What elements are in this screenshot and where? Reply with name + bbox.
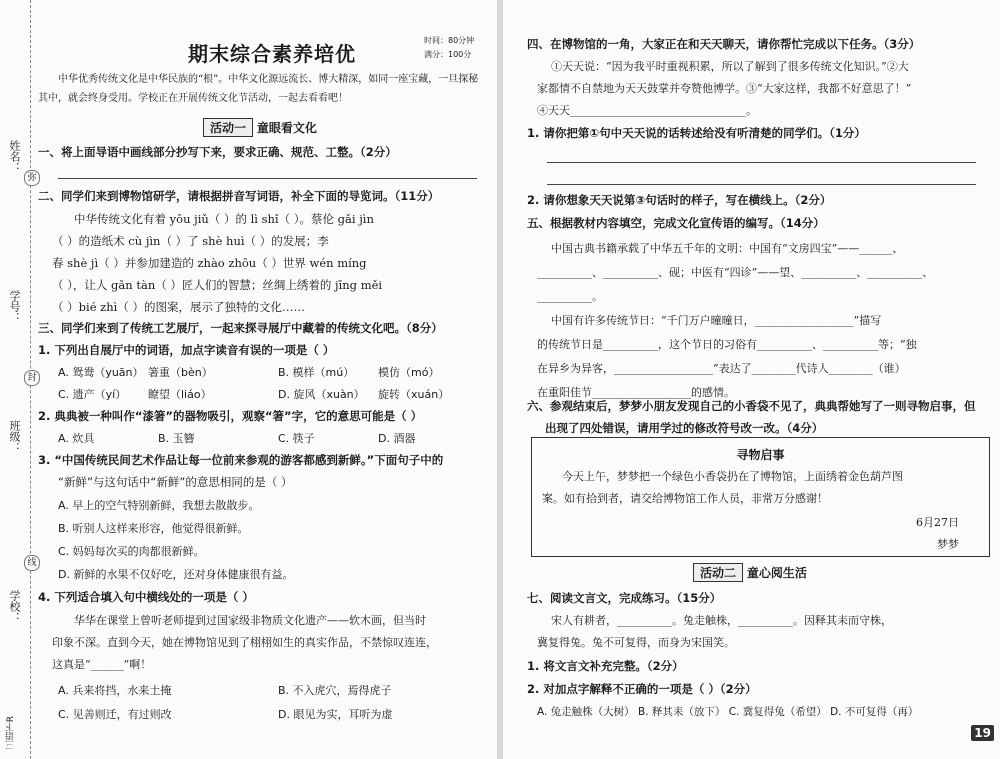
question-5: 五、根据教材内容填空，完成文化宣传语的编写。（14分） [527,216,825,230]
lost-notice-box [531,437,990,557]
q7-text: 宋人有耕者，__________。兔走触株，__________。因释其耒而守株， [551,614,892,627]
option-a[interactable]: A. 早上的空气特别新鲜，我想去散散步。 [58,499,260,512]
q3-1: 1. 下列出自展厅中的词语，加点字读音有误的一项是（ ） [38,343,335,357]
q3-4-passage: 印象不深。直到今天，她在博物馆见到了栩栩如生的真实作品，不禁惊叹连连， [52,636,437,649]
full-score: 满分：100分 [424,50,472,59]
option-c[interactable]: C. 妈妈每次买的肉都很新鲜。 [58,545,205,558]
q5-text: __________。 [537,290,603,303]
question-2: 二、同学们来到博物馆研学，请根据拼音写词语，补全下面的导览词。（11分） [38,189,440,203]
answer-line[interactable] [547,162,976,163]
activity-title: 童眼看文化 [256,121,317,135]
q5-text: 中国古典书籍承载了中华五千年的文明：中国有“文房四宝”——______、 [551,242,904,255]
q7-1: 1. 将文言文补充完整。（2分） [527,659,684,673]
exam-meta [424,34,474,62]
q4-text: ④天天________________________________。 [537,104,757,117]
seal-mark: 弥 [24,170,40,186]
option-d[interactable]: D. 新鲜的水果不仅好吃，还对身体健康很有益。 [58,568,294,581]
q2-text-line: （ ），让人 gǎn tàn（ ）匠人们的智慧；丝绸上绣着的 jīng měi [52,278,383,292]
question-6-cont: 出现了四处错误，请用学过的修改符号改一改。（4分） [545,421,824,435]
seal-mark: 封 [24,370,40,386]
question-6: 六、参观结束后，梦梦小朋友发现自己的小香袋不见了，典典帮她写了一则寻物启事，但 [527,399,976,413]
option-d[interactable]: D. 眼见为实，耳听为虚 [278,708,393,721]
seal-mark: 线 [24,555,40,571]
q4-1: 1. 请你把第①句中天天说的话转述给没有听清楚的同学们。（1分） [527,126,866,140]
notice-text: 今天上午，梦梦把一个绿色小香袋扔在了博物馆，上面绣着金色葫芦图 [562,470,903,483]
notice-date: 6月27日 [916,516,959,529]
name-label: 姓名： [8,140,21,173]
option-d[interactable]: D. 旋风（xuàn） [278,388,365,401]
q5-text: 的传统节日是__________，这个节日的习俗有__________、__________等；“独 [537,338,917,351]
q2-text-line: （ ）的造纸术 cù jìn（ ）了 shè huì（ ）的发展；李 [52,234,329,248]
option-d2: 旋转（xuán） [378,388,450,401]
option-d[interactable]: D. 酒器 [378,432,416,445]
question-4: 四、在博物馆的一角，大家正在和天天聊天，请你帮忙完成以下任务。（3分） [527,37,921,51]
option-c[interactable]: C. 遗产（yí） [58,388,127,401]
question-7: 七、阅读文言文，完成练习。（15分） [527,591,722,605]
q4-2: 2. 请你想象天天说第③句话时的样子，写在横线上。（2分） [527,193,832,207]
right-page [503,0,1000,759]
page-number: 19 [971,725,994,741]
option-c2: 瞭望（liáo） [148,388,212,401]
activity-title: 童心阅生活 [746,566,807,580]
option-b[interactable]: B. 玉簪 [158,432,195,445]
q7-text: 冀复得兔。兔不可复得，而身为宋国笑。 [537,636,735,649]
binding-margin [0,0,37,759]
q7-2-options[interactable]: A. 兔走触株（大树） B. 释其耒（放下） C. 冀复得兔（希望） D. 不可复得（再） [537,706,919,718]
left-page [0,0,497,759]
q3-2: 2. 典典被一种叫作“漆箸”的器物吸引，观察“箸”字，它的意思可能是（ ） [38,409,423,423]
notice-signature: 梦梦 [937,538,959,551]
option-b[interactable]: B. 不入虎穴，焉得虎子 [278,684,392,697]
intro-text: 中华优秀传统文化是中华民族的“根”。中华文化源远流长、博大精深，如同一座宝藏，一旦探秘其中，就会终身受用。学校正在开展传统文化节活动，一起去看看吧！ [38,74,479,104]
question-1: 一、将上面导语中画线部分抄写下来，要求正确、规范、工整。（2分） [38,145,397,159]
q3-3: 3. “中国传统民间艺术作品让每一位前来参观的游客都感到新鲜。”下面句子中的 [38,453,444,467]
q5-text: 在重阳佳节__________________的感情。 [537,386,735,399]
option-b2: 模仿（mó） [378,366,440,379]
activity-one-heading [203,118,317,137]
option-b[interactable]: B. 模样（mú） [278,366,355,379]
option-c[interactable]: C. 筷子 [278,432,315,445]
q5-text: 中国有许多传统节日：“千门万户曈曈日，__________________”描写 [551,314,882,327]
activity-two-heading [693,563,807,582]
q2-text-line: 中华传统文化有着 yōu jiǔ（ ）的 lì shǐ（ ）。蔡伦 gǎi jìn [74,212,374,226]
answer-line[interactable] [547,184,976,185]
school-label: 学校： [8,590,21,623]
option-a[interactable]: A. 鸳鸯（yuān） [58,366,144,379]
option-b[interactable]: B. 听别人这样来形容，他觉得很新鲜。 [58,522,249,535]
page-title: 期末综合素养培优 [188,42,356,66]
option-a[interactable]: A. 炊具 [58,432,95,445]
option-a2: 箸重（bèn） [148,366,213,379]
time-limit: 时间：80分钟 [424,36,475,45]
answer-line[interactable] [58,178,477,179]
q3-3-cont: “新鲜”与这句话中“新鲜”的意思相同的是（ ） [58,475,293,489]
brand-label: 三语下R [6,715,16,749]
q4-text: ①天天说：“因为我平时重视积累，所以了解到了很多传统文化知识。”②大 [551,60,909,73]
id-label: 学号： [8,290,21,323]
q4-text: 家都情不自禁地为天天鼓掌并夸赞他博学。③“大家这样，我都不好意思了！” [537,82,912,95]
q3-4-passage: 这真是“______”啊！ [52,658,152,671]
q3-4-passage: 华华在课堂上曾听老师提到过国家级非物质文化遗产——软木画，但当时 [74,614,426,627]
notice-title: 寻物启事 [736,448,785,462]
q2-text-line: 春 shè jì（ ）并参加建造的 zhào zhōu（ ）世界 wén míng [52,256,367,270]
question-3: 三、同学们来到了传统工艺展厅，一起来探寻展厅中藏着的传统文化吧。（8分） [38,321,443,335]
q5-text: 在异乡为异客，__________________”表达了________代诗人________（谁） [537,362,906,375]
notice-text: 案。如有拾到者，请交给博物馆工作人员，非常万分感谢！ [542,492,828,505]
class-label: 班级： [8,420,21,453]
q2-text-line: （ ）bié zhì（ ）的图案，展示了独特的文化…… [52,300,305,314]
q5-text: __________、__________、砚；中医有“四诊”——望、__________、__________、 [537,266,934,279]
q7-2: 2. 对加点字解释不正确的一项是（ ）（2分） [527,682,757,696]
activity-badge: 活动一 [203,118,253,137]
option-a[interactable]: A. 兵来将挡，水来土掩 [58,684,172,697]
option-c[interactable]: C. 见善则迁，有过则改 [58,708,172,721]
activity-badge: 活动二 [693,563,743,582]
q3-4: 4. 下列适合填入句中横线处的一项是（ ） [38,590,254,604]
